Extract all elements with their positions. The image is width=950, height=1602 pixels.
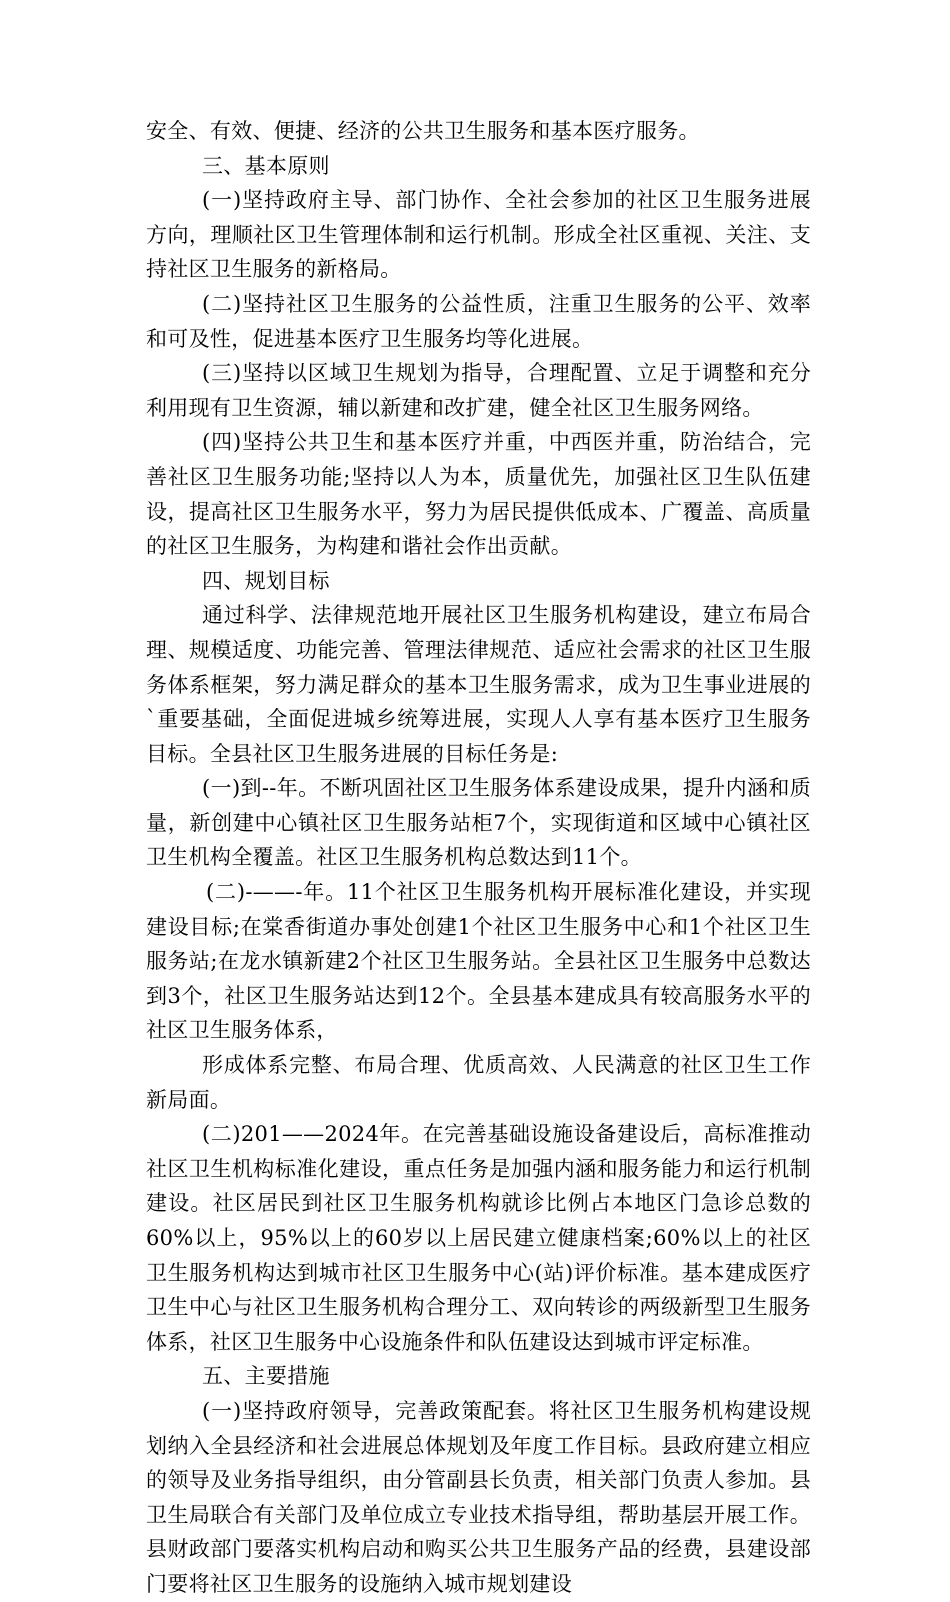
paragraph-measure-1: (一)坚持政府领导，完善政策配套。将社区卫生服务机构建设规划纳入全县经济和社会进展总体规划及年度工作目标。县政府建立相应的领导及业务指导组织，由分管副县长负责，相关部门负责人参加。县卫生局联合有关部门及单位成立专业技术指导组，帮助基层开展工作。县财政部门要落实机构启动和购买公共卫生服务产品的经费，县建设部门要将社区卫生服务的设施纳入城市规划建设 <box>146 1398 811 1596</box>
section-heading-planning-goals: 四、规划目标 <box>202 568 330 593</box>
paragraph-goal-1: (一)到--年。不断巩固社区卫生服务体系建设成果，提升内涵和质量，新创建中心镇社区卫生服务站柜7个，实现街道和区域中心镇社区卫生机构全覆盖。社区卫生服务机构总数达到11个。 <box>146 776 811 870</box>
paragraph-continuation: 安全、有效、便捷、经济的公共卫生服务和基本医疗服务。 <box>146 119 700 143</box>
paragraph-principle-4: (四)坚持公共卫生和基本医疗并重，中西医并重，防治结合，完善社区卫生服务功能;坚持以人为本，质量优先，加强社区卫生队伍建设，提高社区卫生服务水平，努力为居民提供低成本、广覆盖、高质量的社区卫生服务，为构建和谐社会作出贡献。 <box>146 430 811 559</box>
paragraph-goal-2-continued: 形成体系完整、布局合理、优质高效、人民满意的社区卫生工作新局面。 <box>146 1053 811 1112</box>
section-heading-basic-principles: 三、基本原则 <box>202 153 330 178</box>
document-body <box>146 114 811 1602</box>
paragraph-goals-intro: 通过科学、法律规范地开展社区卫生服务机构建设，建立布局合理、规模适度、功能完善、管理法律规范、适应社会需求的社区卫生服务体系框架，努力满足群众的基本卫生服务需求，成为卫生事业进展的`重要基础，全面促进城乡统筹进展，实现人人享有基本医疗卫生服务目标。全县社区卫生服务进展的目标任务是: <box>146 603 811 766</box>
paragraph-principle-1: (一)坚持政府主导、部门协作、全社会参加的社区卫生服务进展方向，理顺社区卫生管理体制和运行机制。形成全社区重视、关注、支持社区卫生服务的新格局。 <box>146 188 811 282</box>
paragraph-principle-2: (二)坚持社区卫生服务的公益性质，注重卫生服务的公平、效率和可及性，促进基本医疗卫生服务均等化进展。 <box>146 291 811 351</box>
paragraph-goal-2: (二)-——-年。11个社区卫生服务机构开展标准化建设，并实现建设目标;在棠香街道办事处创建1个社区卫生服务中心和1个社区卫生服务站;在龙水镇新建2个社区卫生服务站。全县社区卫生服务中总数达到3个，社区卫生服务站达到12个。全县基本建成具有较高服务水平的社区卫生服务体系， <box>146 880 811 1043</box>
paragraph-goal-3: (二)201——2024年。在完善基础设施设备建设后，高标准推动社区卫生机构标准化建设，重点任务是加强内涵和服务能力和运行机制建设。社区居民到社区卫生服务机构就诊比例占本地区门急诊总数的60%以上，95%以上的60岁以上居民建立健康档案;60%以上的社区卫生服务机构达到城市社区卫生服务中心(站)评价标准。基本建成医疗卫生中心与社区卫生服务机构合理分工、双向转诊的两级新型卫生服务体系，社区卫生服务中心设施条件和队伍建设达到城市评定标准。 <box>146 1122 811 1354</box>
paragraph-principle-3: (三)坚持以区域卫生规划为指导，合理配置、立足于调整和充分利用现有卫生资源，辅以新建和改扩建，健全社区卫生服务网络。 <box>146 361 811 420</box>
section-heading-main-measures: 五、主要措施 <box>202 1364 330 1389</box>
